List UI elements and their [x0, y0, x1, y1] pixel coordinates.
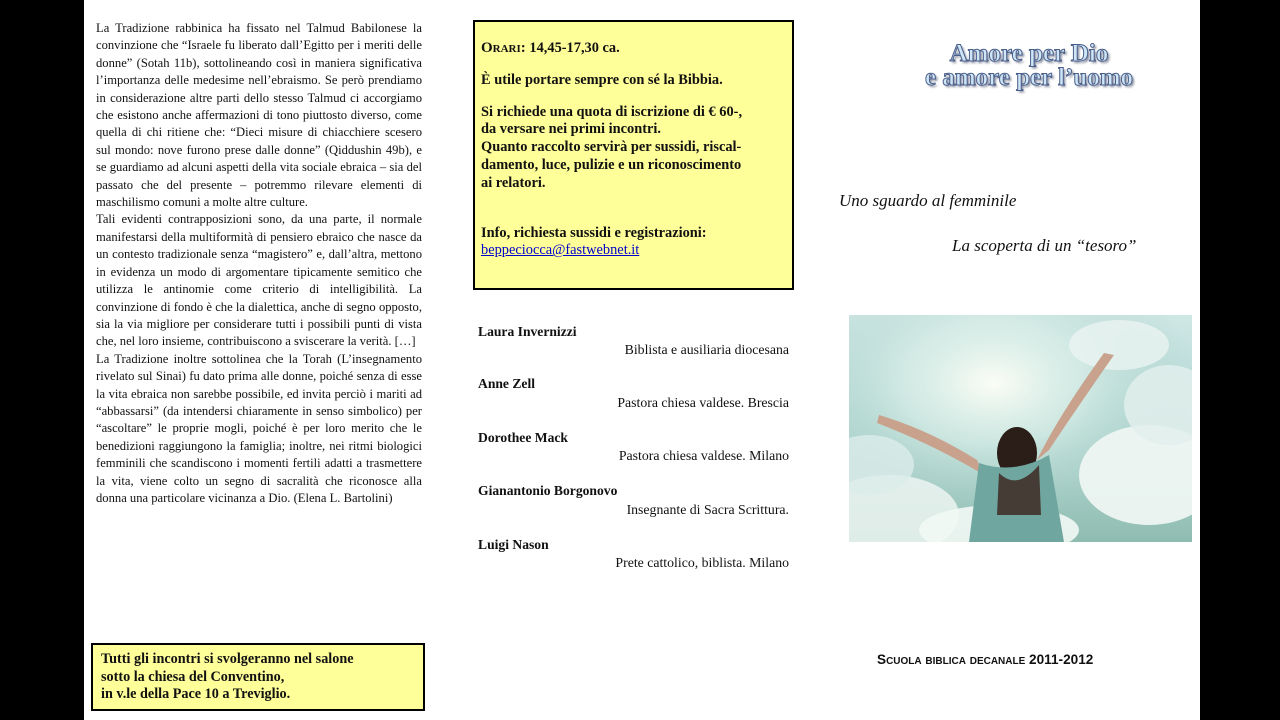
speaker-name: Anne Zell — [478, 376, 536, 391]
woman-raising-arms-image — [849, 315, 1192, 542]
subtitle-2: La scoperta di un “tesoro” — [952, 236, 1137, 255]
speaker-role: Pastora chiesa valdese. Milano — [618, 448, 789, 463]
fee-line: Si richiede una quota di iscrizione di € 60-, — [481, 103, 743, 120]
speaker-name: Luigi Nason — [478, 537, 549, 552]
hours-line — [481, 40, 784, 58]
school-title: Scuola biblica decanale 2011-2012 — [877, 652, 1094, 667]
venue-line: Tutti gli incontri si svolgeranno nel salone — [101, 651, 354, 667]
contact-label: Info, richiesta sussidi e registrazioni: — [481, 224, 707, 241]
brochure-page — [84, 0, 1200, 720]
paragraph-3: La Tradizione inoltre sottolinea che la Torah (L’insegnamento rivelato sul Sinai) fu dato prima alle donne, poiché senza di esse la vita ebraica non sarebbe possibile, ed invita perciò i mariti ad “abbassarsi” (da intendersi chiaramente in senso simbolico) per “ascoltare” le proprie mogli, poiché è per loro merito che le benedizioni raggiungono la famiglia; inoltre, nei ritmi biologici femminili che scandiscono i momenti fertili adatti a trasmettere la vita, viene colto un segno di sacralità che riconosce alla donna una particolare vicinanza a Dio. (Elena L. Bartolini) — [96, 351, 422, 505]
speaker-name: Laura Invernizzi — [478, 324, 577, 339]
speaker-role: Pastora chiesa valdese. Brescia — [617, 395, 789, 410]
email-link[interactable]: beppeciocca@fastwebnet.it — [481, 242, 640, 259]
paragraph-1: La Tradizione rabbinica ha fissato nel Talmud Babilonese la convinzione che “Israele fu liberato dall’Egitto per i meriti delle donne” (Sotah 11b), sottolineando così in maniera significativa l’importanza delle medesime nell’ebraismo. Se però prendiamo in considerazione altre parti dello stesso Talmud ci accorgiamo che esistono anche affermazioni di tono piuttosto diverso, come quella di chi ritiene che: “Dieci misure di chiacchiere scesero sul mondo: nove furono prese dalle donne” (Qiddushin 49b), e se guardiamo ad alcuni aspetti della vita sociale ebraica – sia del passato che del presente – potremmo rilevare elementi di maschilismo comuni a molte altre culture. — [96, 21, 422, 210]
subtitle-1: Uno sguardo al femminile — [839, 191, 1017, 210]
speaker-role: Biblista e ausiliaria diocesana — [624, 342, 789, 357]
cover-photo — [849, 315, 1192, 542]
fee-line: da versare nei primi incontri. — [481, 121, 661, 138]
hours-value: 14,45-17,30 ca. — [529, 40, 620, 56]
venue-line: sotto la chiesa del Conventino, — [101, 668, 285, 685]
speaker-name: Dorothee Mack — [478, 430, 568, 445]
cover-title — [864, 42, 1194, 90]
fee-line: ai relatori. — [481, 174, 546, 191]
paragraph-2: Tali evidenti contrapposizioni sono, da una parte, il normale manifestarsi della multiformità di pensiero ebraico che nasce da un contesto tradizionale senza “magistero” e, dall’altra, mettono in evidenza un modo di argomentare tipicamente semitico che utilizza le antinomie come criterio di intelligibilità. La convinzione di fondo è che la dialettica, anche di segno opposto, sia la via migliore per considerare tutti i possibili punti di vista che, nel loro insieme, contribuiscono a sviscerare la verità. […] — [96, 212, 422, 349]
body-text — [96, 20, 422, 507]
cover-title-line-1: Amore per Dio — [949, 40, 1109, 67]
venue-line: in v.le della Pace 10 a Treviglio. — [101, 686, 291, 703]
fee-line: damento, luce, pulizie e un riconoscimento — [481, 156, 742, 173]
speaker-role: Insegnante di Sacra Scrittura. — [626, 502, 789, 517]
bible-note: È utile portare sempre con sé la Bibbia. — [481, 71, 723, 88]
info-box — [473, 20, 794, 290]
hours-label: Orari: — [481, 40, 526, 56]
cover-title-line-2: e amore per l’uomo — [924, 64, 1134, 91]
fee-line: Quanto raccolto servirà per sussidi, riscal- — [481, 139, 742, 156]
venue-box — [91, 643, 425, 711]
speaker-role: Prete cattolico, biblista. Milano — [615, 555, 789, 570]
speaker-name: Gianantonio Borgonovo — [478, 483, 618, 498]
